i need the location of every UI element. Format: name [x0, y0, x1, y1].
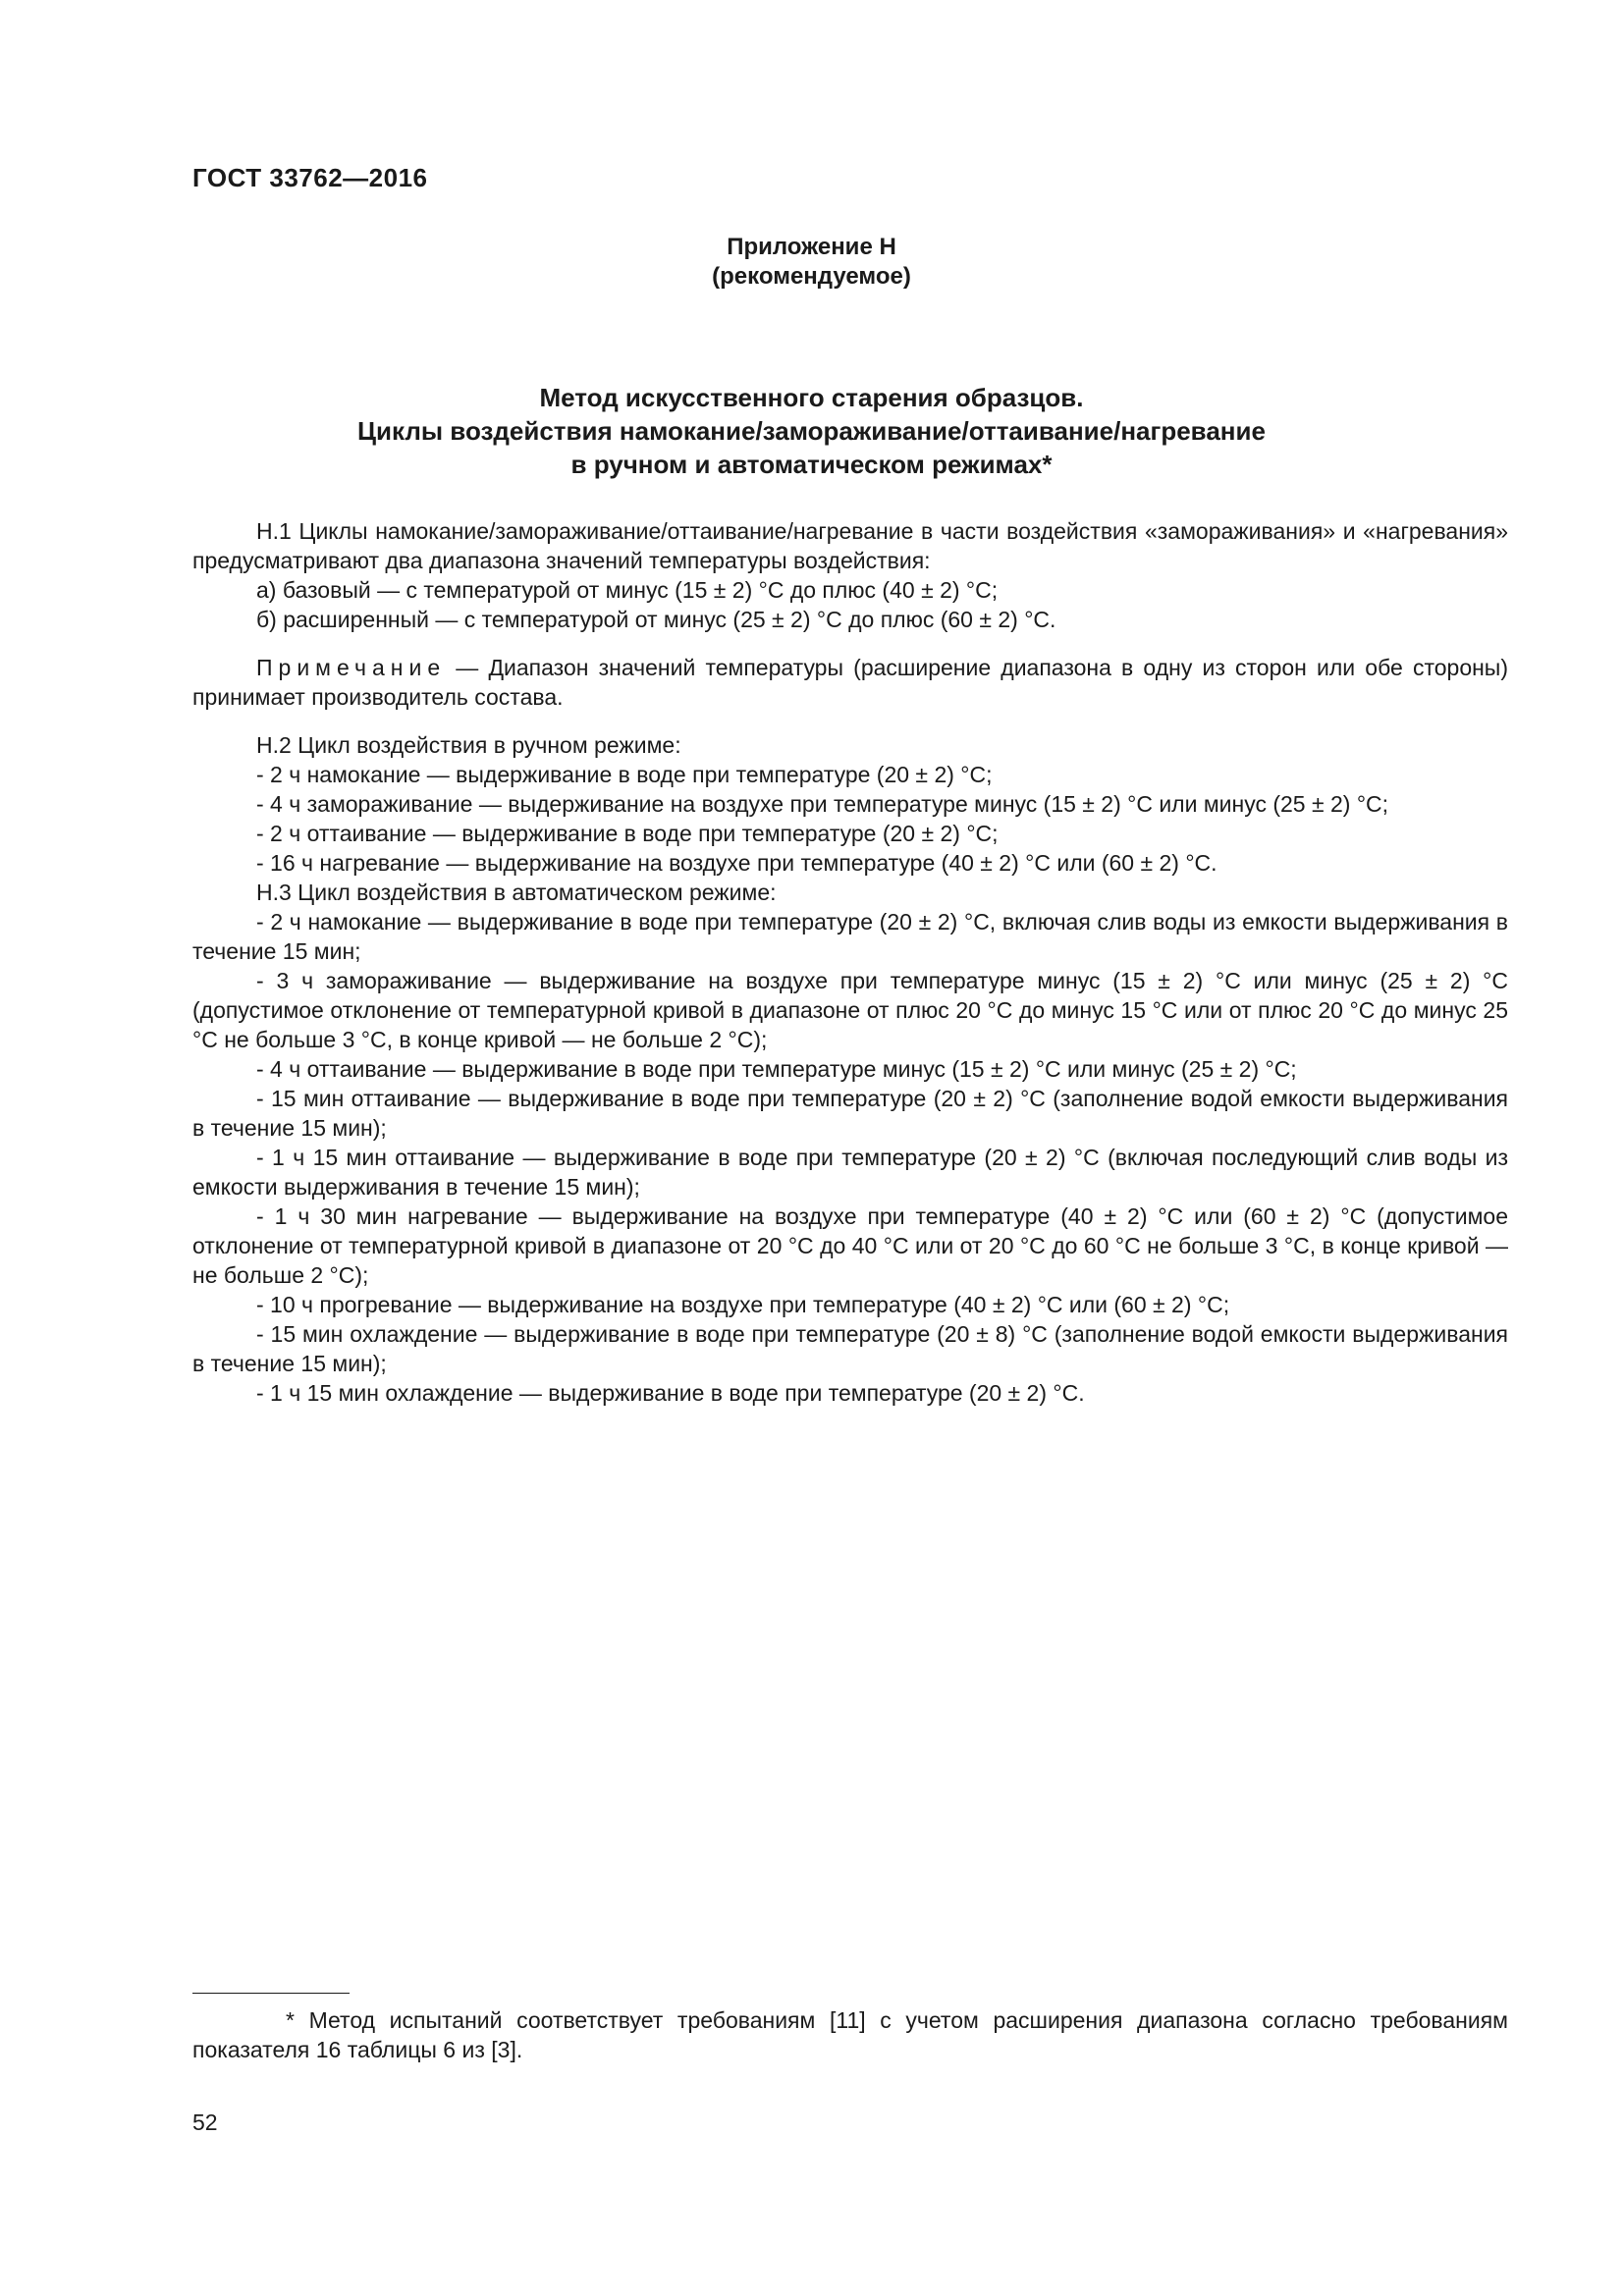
- list-item: - 15 мин охлаждение — выдерживание в воде при температуре (20 ± 8) °C (заполнение водой емкости выдерживания в течение 15 мин);: [192, 1321, 1508, 1376]
- list-item: - 1 ч 30 мин нагревание — выдерживание на воздухе при температуре (40 ± 2) °C или (60 ± 2) °C (допустимое отклонение от температурной кривой в диапазоне от 20 °C до 40 °C или от 20 °C до 60 °C не больше 3 °C, в конце кривой — не больше 2 °C);: [192, 1203, 1508, 1288]
- list-item: - 2 ч намокание — выдерживание в воде при температуре (20 ± 2) °C, включая слив воды из емкости выдерживания в течение 15 мин;: [192, 909, 1508, 964]
- document-body: [192, 516, 1508, 1408]
- document-code: ГОСТ 33762—2016: [192, 163, 428, 192]
- annex-title: [0, 381, 1623, 481]
- note-label: Примечание: [256, 655, 447, 680]
- title-line-3: в ручном и автоматическом режимах*: [570, 450, 1053, 479]
- note-text: — Диапазон значений температуры (расширение диапазона в одну из сторон или обе стороны) принимает производитель состава.: [192, 655, 1508, 710]
- title-line-2: Циклы воздействия намокание/замораживание/оттаивание/нагревание: [357, 416, 1266, 446]
- clause-h1: Н.1 Циклы намокание/замораживание/оттаивание/нагревание в части воздействия «замораживания» и «нагревания» предусматривают два диапазона значений температуры воздействия:: [192, 518, 1508, 573]
- list-item: - 1 ч 15 мин оттаивание — выдерживание в воде при температуре (20 ± 2) °C (включая последующий слив воды из емкости выдерживания в течение 15 мин);: [192, 1145, 1508, 1200]
- annex-label: Приложение Н: [727, 234, 896, 260]
- footnote: * Метод испытаний соответствует требованиям [11] с учетом расширения диапазона согласно требованиям показателя 16 таблицы 6 из [3].: [192, 2007, 1508, 2062]
- list-item: - 16 ч нагревание — выдерживание на воздухе при температуре (40 ± 2) °C или (60 ± 2) °C.: [256, 850, 1217, 876]
- page-number: 52: [192, 2109, 218, 2135]
- annex-heading: [0, 233, 1623, 292]
- list-item: - 2 ч намокание — выдерживание в воде при температуре (20 ± 2) °C;: [256, 762, 993, 787]
- list-item: - 15 мин оттаивание — выдерживание в воде при температуре (20 ± 2) °C (заполнение водой емкости выдерживания в течение 15 мин);: [192, 1086, 1508, 1141]
- clause-h3-heading: Н.3 Цикл воздействия в автоматическом режиме:: [256, 880, 777, 905]
- clause-h1-item-b: б) расширенный — с температурой от минус (25 ± 2) °C до плюс (60 ± 2) °C.: [256, 607, 1056, 632]
- list-item: - 10 ч прогревание — выдерживание на воздухе при температуре (40 ± 2) °C или (60 ± 2) °C;: [256, 1292, 1230, 1317]
- list-item: - 4 ч оттаивание — выдерживание в воде при температуре минус (15 ± 2) °C или минус (25 ± 2) °C;: [256, 1056, 1297, 1082]
- list-item: - 4 ч замораживание — выдерживание на воздухе при температуре минус (15 ± 2) °C или минус (25 ± 2) °C;: [256, 791, 1389, 817]
- title-line-1: Метод искусственного старения образцов.: [539, 383, 1084, 412]
- annex-type: (рекомендуемое): [712, 263, 911, 290]
- list-item: - 3 ч замораживание — выдерживание на воздухе при температуре минус (15 ± 2) °C или минус (25 ± 2) °C (допустимое отклонение от температурной кривой в диапазоне от плюс 20 °C до минус 15 °C или от плюс 20 °C до минус 25 °C не больше 3 °C, в конце кривой — не больше 2 °C);: [192, 968, 1508, 1052]
- list-item: - 1 ч 15 мин охлаждение — выдерживание в воде при температуре (20 ± 2) °C.: [256, 1380, 1085, 1406]
- clause-h1-item-a: а) базовый — с температурой от минус (15 ± 2) °C до плюс (40 ± 2) °C;: [256, 577, 999, 603]
- list-item: - 2 ч оттаивание — выдерживание в воде при температуре (20 ± 2) °C;: [256, 821, 999, 846]
- clause-h2-heading: Н.2 Цикл воздействия в ручном режиме:: [256, 732, 681, 758]
- note-paragraph: [192, 653, 1508, 712]
- footnote-divider: [192, 1993, 350, 1994]
